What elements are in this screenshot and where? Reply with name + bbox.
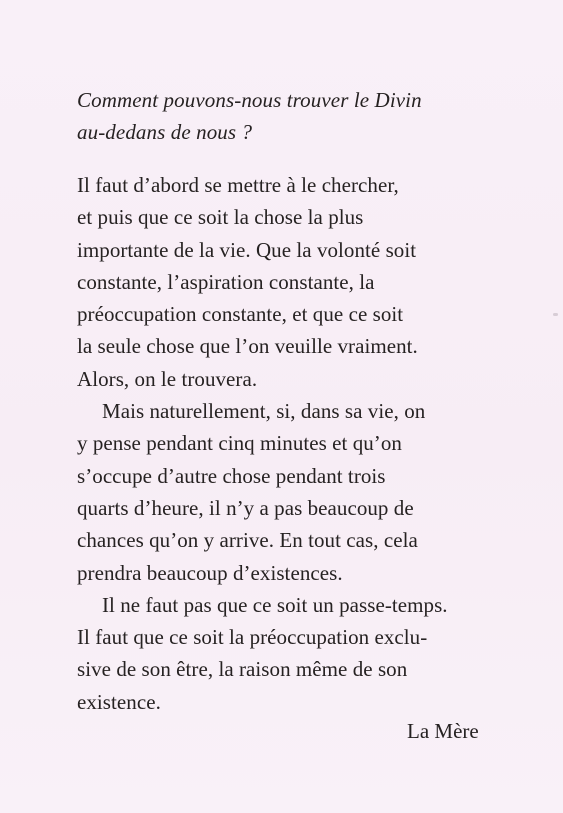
paragraph-1-line: la seule chose que l’on veuille vraiment. <box>77 334 418 359</box>
paragraph-3-line: existence. <box>77 689 161 714</box>
paragraph-3-line: sive de son être, la raison même de son <box>77 657 408 682</box>
paragraph-1-line: constante, l’aspiration constante, la <box>77 269 375 294</box>
paragraph-1-line: importante de la vie. Que la volonté soit <box>77 237 417 262</box>
paragraph-2-line: prendra beaucoup d’existences. <box>77 560 343 585</box>
paragraph-3-line: Il faut que ce soit la préoccupation exclu- <box>77 625 428 650</box>
paragraph-1-line: préoccupation constante, et que ce soit <box>77 302 404 327</box>
paragraph-2-line: y pense pendant cinq minutes et qu’on <box>77 431 402 456</box>
paragraph-2-line: chances qu’on y arrive. En tout cas, cela <box>77 528 418 553</box>
paragraph-1-line: Il faut d’abord se mettre à le chercher, <box>77 173 399 197</box>
paragraph-2-line: s’occupe d’autre chose pendant trois <box>77 463 386 488</box>
author-signature: La Mère <box>407 719 479 743</box>
paragraph-3-line: Il ne faut pas que ce soit un passe-temps. <box>102 592 448 617</box>
paragraph-1-line: Alors, on le trouvera. <box>77 366 258 391</box>
answer-text <box>77 169 517 718</box>
question-line: au-dedans de nous ? <box>77 120 253 144</box>
question-line: Comment pouvons-nous trouver le Divin <box>77 88 422 112</box>
paragraph-2-line: Mais naturellement, si, dans sa vie, on <box>102 399 426 424</box>
question-heading <box>77 84 477 148</box>
paragraph-1-line: et puis que ce soit la chose la plus <box>77 205 364 230</box>
paragraph-2-line: quarts d’heure, il n’y a pas beaucoup de <box>77 495 414 520</box>
page-edge-mark <box>553 313 558 316</box>
